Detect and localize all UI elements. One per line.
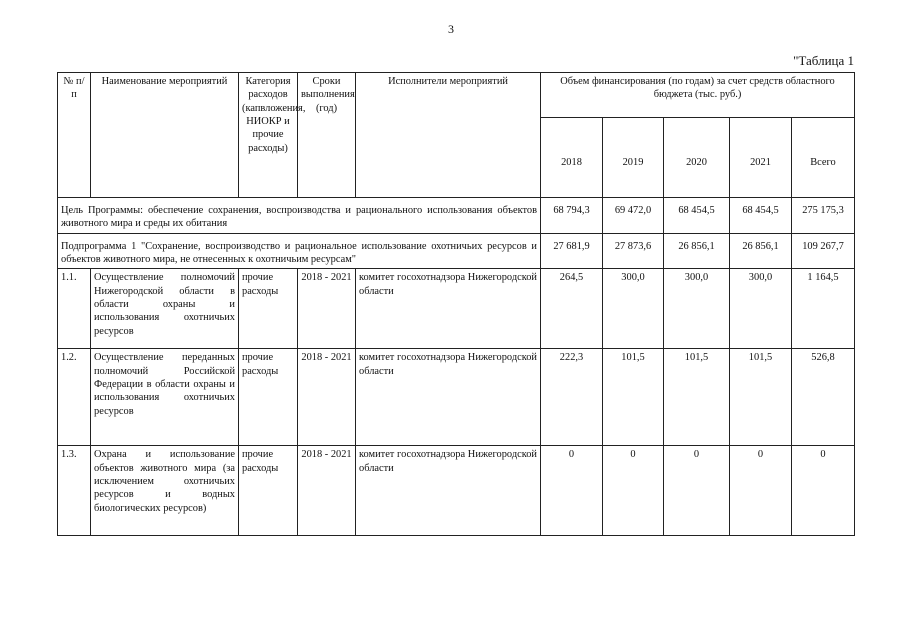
row-terms: 2018 - 2021 bbox=[298, 269, 356, 349]
header-year-2019: 2019 bbox=[603, 118, 664, 198]
row-executor: комитет госохотнадзора Нижегородской области bbox=[356, 349, 541, 446]
header-name: Наименование мероприятий bbox=[91, 73, 239, 198]
goal-value-total: 275 175,3 bbox=[792, 198, 855, 234]
goal-value-2019: 69 472,0 bbox=[603, 198, 664, 234]
row-value-2021: 101,5 bbox=[730, 349, 792, 446]
row-number: 1.1. bbox=[58, 269, 91, 349]
row-value-2020: 0 bbox=[664, 446, 730, 536]
subprogram-row bbox=[58, 233, 855, 269]
financing-table bbox=[57, 72, 855, 536]
goal-row bbox=[58, 198, 855, 234]
table-row bbox=[58, 446, 855, 536]
row-terms: 2018 - 2021 bbox=[298, 446, 356, 536]
row-number: 1.2. bbox=[58, 349, 91, 446]
row-category: прочие расходы bbox=[239, 349, 298, 446]
row-value-2019: 101,5 bbox=[603, 349, 664, 446]
row-value-2020: 101,5 bbox=[664, 349, 730, 446]
header-terms: Сроки выполнения (год) bbox=[298, 73, 356, 198]
row-value-2019: 0 bbox=[603, 446, 664, 536]
row-category: прочие расходы bbox=[239, 269, 298, 349]
subprogram-value-2018: 27 681,9 bbox=[541, 233, 603, 269]
header-year-2018: 2018 bbox=[541, 118, 603, 198]
table-row bbox=[58, 269, 855, 349]
row-activity-name: Осуществление полномочий Нижегородской области в области охраны и использования охотничьих ресурсов bbox=[91, 269, 239, 349]
goal-value-2018: 68 794,3 bbox=[541, 198, 603, 234]
header-row bbox=[58, 73, 855, 118]
goal-value-2021: 68 454,5 bbox=[730, 198, 792, 234]
row-value-2021: 0 bbox=[730, 446, 792, 536]
header-year-2021: 2021 bbox=[730, 118, 792, 198]
subprogram-value-2019: 27 873,6 bbox=[603, 233, 664, 269]
subprogram-text: Подпрограмма 1 "Сохранение, воспроизводство и рациональное использование охотничьих ресурсов и объектов животного мира, не отнесенных к охотничьим ресурсам" bbox=[58, 233, 541, 269]
goal-text: Цель Программы: обеспечение сохранения, воспроизводства и рационального использования объектов животного мира и среды их обитания bbox=[58, 198, 541, 234]
row-value-total: 0 bbox=[792, 446, 855, 536]
table-row bbox=[58, 349, 855, 446]
header-executors: Исполнители мероприятий bbox=[356, 73, 541, 198]
subprogram-value-2020: 26 856,1 bbox=[664, 233, 730, 269]
subprogram-value-2021: 26 856,1 bbox=[730, 233, 792, 269]
goal-value-2020: 68 454,5 bbox=[664, 198, 730, 234]
header-funding: Объем финансирования (по годам) за счет средств областного бюджета (тыс. руб.) bbox=[541, 73, 855, 118]
row-value-total: 526,8 bbox=[792, 349, 855, 446]
row-value-2019: 300,0 bbox=[603, 269, 664, 349]
row-value-2021: 300,0 bbox=[730, 269, 792, 349]
row-value-2018: 0 bbox=[541, 446, 603, 536]
row-value-2018: 222,3 bbox=[541, 349, 603, 446]
row-activity-name: Осуществление переданных полномочий Российской Федерации в области охраны и использования охотничьих ресурсов bbox=[91, 349, 239, 446]
row-value-2020: 300,0 bbox=[664, 269, 730, 349]
table-caption: "Таблица 1 bbox=[793, 53, 854, 68]
row-value-2018: 264,5 bbox=[541, 269, 603, 349]
header-year-2020: 2020 bbox=[664, 118, 730, 198]
row-terms: 2018 - 2021 bbox=[298, 349, 356, 446]
subprogram-value-total: 109 267,7 bbox=[792, 233, 855, 269]
page-number: 3 bbox=[448, 22, 454, 36]
row-category: прочие расходы bbox=[239, 446, 298, 536]
row-value-total: 1 164,5 bbox=[792, 269, 855, 349]
row-activity-name: Охрана и использование объектов животного мира (за исключением охотничьих ресурсов и водных биологических ресурсов) bbox=[91, 446, 239, 536]
header-num: № п/п bbox=[58, 73, 91, 198]
row-executor: комитет госохотнадзора Нижегородской области bbox=[356, 269, 541, 349]
row-executor: комитет госохотнадзора Нижегородской области bbox=[356, 446, 541, 536]
header-total: Всего bbox=[792, 118, 855, 198]
header-category: Категория расходов (капвложения, НИОКР и прочие расходы) bbox=[239, 73, 298, 198]
row-number: 1.3. bbox=[58, 446, 91, 536]
